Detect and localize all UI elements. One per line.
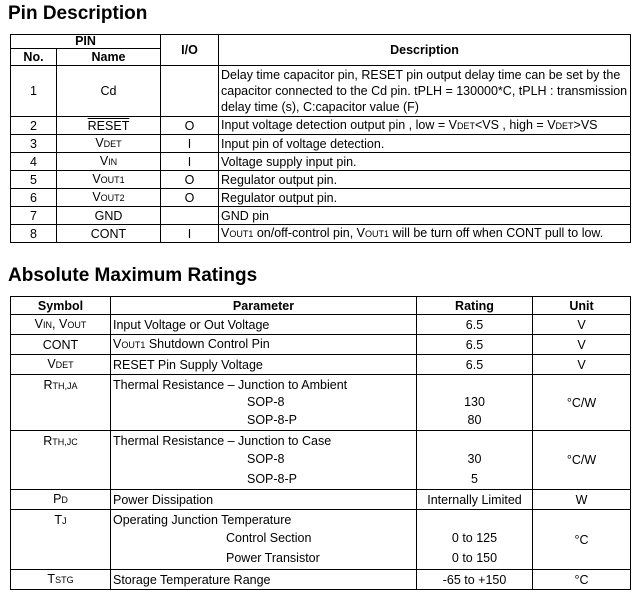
unit-cell: V (533, 315, 631, 335)
pin-desc: Delay time capacitor pin, RESET pin output delay time can be set by the capacitor connected to the Cd pin. tPLH = 130000*C, tPLH : transmission delay time (s), C:capacitor value (F) (219, 66, 631, 117)
pin-desc: Regulator output pin. (219, 189, 631, 207)
pin-row (11, 171, 631, 189)
symbol-cell: TJ (11, 510, 111, 570)
pin-row (11, 153, 631, 171)
pin-desc: VOUT1 on/off-control pin, VOUT1 will be turn off when CONT pull to low. (219, 225, 631, 243)
parameter-cell: VOUT1 Shutdown Control Pin (111, 335, 417, 355)
pin-name: GND (57, 207, 161, 225)
pin-no: 8 (11, 225, 57, 243)
pin-name: Cd (57, 66, 161, 117)
pin-name: VOUT2 (57, 189, 161, 207)
amr-row (11, 510, 631, 570)
pin-desc: Regulator output pin. (219, 171, 631, 189)
amr-title: Absolute Maximum Ratings (8, 265, 258, 286)
pin-io (161, 207, 219, 225)
amr-row (11, 570, 631, 590)
pin-header: PIN (11, 35, 161, 49)
pin-desc: GND pin (219, 207, 631, 225)
symbol-cell: TSTG (11, 570, 111, 590)
parameter-cell: Input Voltage or Out Voltage (111, 315, 417, 335)
pin-row (11, 207, 631, 225)
parameter-cell: Thermal Resistance – Junction to Case SOP-8 SOP-8-P (111, 431, 417, 490)
unit-cell: °C (533, 510, 631, 570)
rating-cell: 0 to 125 0 to 150 (417, 510, 533, 570)
pin-io: O (161, 189, 219, 207)
name-header: Name (57, 49, 161, 66)
unit-cell: V (533, 355, 631, 375)
amr-row (11, 375, 631, 431)
parameter-cell: Power Dissipation (111, 490, 417, 510)
pin-desc: Input voltage detection output pin , low = VDET<VS , high = VDET>VS (219, 117, 631, 135)
pin-row (11, 189, 631, 207)
pin-io (161, 66, 219, 117)
rating-cell: -65 to +150 (417, 570, 533, 590)
symbol-cell: PD (11, 490, 111, 510)
pin-io: I (161, 135, 219, 153)
pin-row (11, 117, 631, 135)
unit-cell: V (533, 335, 631, 355)
amr-row (11, 490, 631, 510)
reset-name: RESET (87, 118, 130, 133)
parameter-cell: Storage Temperature Range (111, 570, 417, 590)
symbol-cell: VIN, VOUT (11, 315, 111, 335)
unit-cell: W (533, 490, 631, 510)
rating-cell: 130 80 (417, 375, 533, 431)
pin-name: VIN (57, 153, 161, 171)
description-header: Description (219, 35, 631, 66)
symbol-cell: RTH,JC (11, 431, 111, 490)
io-header: I/O (161, 35, 219, 66)
pin-name: VOUT1 (57, 171, 161, 189)
parameter-cell: Thermal Resistance – Junction to Ambient SOP-8 SOP-8-P (111, 375, 417, 431)
pin-io: I (161, 225, 219, 243)
pin-description-title: Pin Description (8, 3, 148, 24)
pin-io: O (161, 117, 219, 135)
parameter-cell: Operating Junction Temperature Control Section Power Transistor (111, 510, 417, 570)
unit-cell: °C/W (533, 431, 631, 490)
rating-cell: 6.5 (417, 355, 533, 375)
pin-no: 1 (11, 66, 57, 117)
no-header: No. (11, 49, 57, 66)
rating-cell: 6.5 (417, 315, 533, 335)
pin-io: O (161, 171, 219, 189)
pin-row (11, 225, 631, 243)
pin-no: 6 (11, 189, 57, 207)
parameter-header: Parameter (111, 297, 417, 315)
pin-name (57, 117, 161, 135)
rating-cell: 6.5 (417, 335, 533, 355)
pin-no: 5 (11, 171, 57, 189)
pin-description-table (10, 34, 631, 243)
amr-row (11, 431, 631, 490)
pin-io: I (161, 153, 219, 171)
unit-cell: °C (533, 570, 631, 590)
symbol-cell: CONT (11, 335, 111, 355)
rating-cell: 30 5 (417, 431, 533, 490)
pin-no: 4 (11, 153, 57, 171)
pin-no: 3 (11, 135, 57, 153)
pin-no: 7 (11, 207, 57, 225)
pin-name: CONT (57, 225, 161, 243)
pin-row (11, 135, 631, 153)
amr-row (11, 335, 631, 355)
unit-header: Unit (533, 297, 631, 315)
parameter-cell: RESET Pin Supply Voltage (111, 355, 417, 375)
symbol-cell: RTH,JA (11, 375, 111, 431)
rating-cell: Internally Limited (417, 490, 533, 510)
unit-cell: °C/W (533, 375, 631, 431)
amr-row (11, 315, 631, 335)
rating-header: Rating (417, 297, 533, 315)
pin-no: 2 (11, 117, 57, 135)
symbol-header: Symbol (11, 297, 111, 315)
amr-table (10, 296, 631, 590)
pin-desc: Voltage supply input pin. (219, 153, 631, 171)
pin-name: VDET (57, 135, 161, 153)
pin-row (11, 66, 631, 117)
amr-row (11, 355, 631, 375)
pin-desc: Input pin of voltage detection. (219, 135, 631, 153)
symbol-cell: VDET (11, 355, 111, 375)
